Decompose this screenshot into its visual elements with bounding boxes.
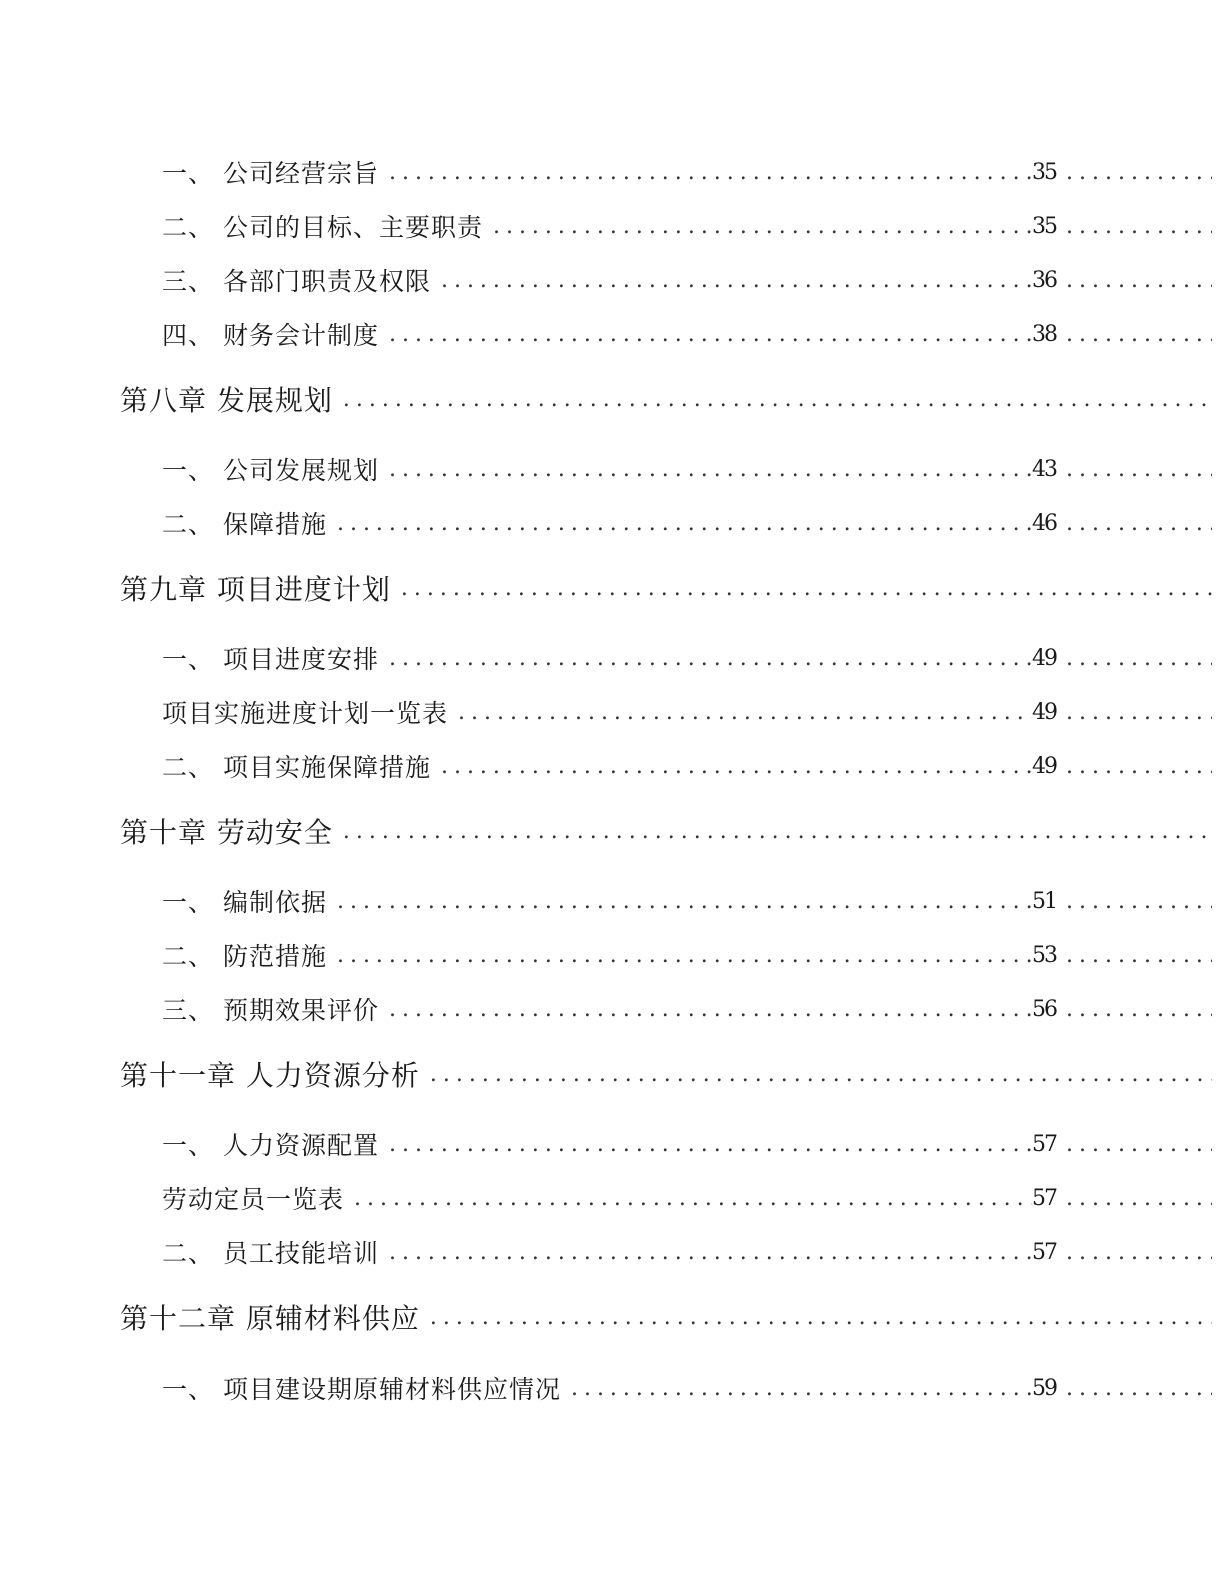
dot-leader — [1066, 1240, 1212, 1265]
dot-leader — [1066, 160, 1212, 185]
dot-leader — [337, 943, 1032, 968]
toc-entry-label: 一、 项目建设期原辅材料供应情况 — [162, 1375, 561, 1404]
toc-page-number: 36 — [1032, 267, 1056, 293]
dot-leader — [1066, 646, 1212, 671]
dot-leader — [1066, 511, 1212, 536]
dot-leader — [1066, 754, 1212, 779]
toc-entry[interactable] — [0, 317, 1212, 351]
toc-chapter-entry[interactable] — [0, 1300, 1212, 1334]
toc-page-number: 57 — [1032, 1239, 1056, 1265]
dot-leader — [389, 457, 1032, 482]
toc-page-number: 57 — [1032, 1185, 1056, 1211]
toc-entry-label: 三、 各部门职责及权限 — [162, 267, 431, 296]
toc-page-number: 49 — [1032, 699, 1056, 725]
toc-page-number: 49 — [1032, 753, 1056, 779]
toc-entry[interactable] — [0, 641, 1212, 675]
toc-chapter-entry[interactable] — [0, 814, 1212, 848]
toc-entry[interactable] — [0, 263, 1212, 297]
toc-entry-label: 三、 预期效果评价 — [162, 996, 379, 1025]
dot-leader — [1066, 1376, 1212, 1401]
dot-leader — [441, 268, 1032, 293]
dot-leader — [430, 1305, 1212, 1330]
toc-entry-label: 一、 人力资源配置 — [162, 1131, 379, 1160]
toc-entry-label: 劳动定员一览表 — [162, 1185, 345, 1214]
toc-entry[interactable] — [0, 209, 1212, 243]
dot-leader — [337, 889, 1032, 914]
toc-entry[interactable] — [0, 695, 1212, 729]
dot-leader — [1066, 322, 1212, 347]
toc-entry-label: 二、 项目实施保障措施 — [162, 753, 431, 782]
dot-leader — [389, 646, 1032, 671]
toc-chapter-label: 第十二章 原辅材料供应 — [120, 1302, 420, 1334]
toc-page-number: 43 — [1032, 456, 1056, 482]
toc-entry-label: 二、 公司的目标、主要职责 — [162, 213, 483, 242]
dot-leader — [1066, 1186, 1212, 1211]
dot-leader — [354, 1186, 1032, 1211]
dot-leader — [493, 214, 1032, 239]
toc-page-number: 35 — [1032, 159, 1056, 185]
toc-entry-label: 项目实施进度计划一览表 — [162, 699, 449, 728]
toc-entry-label: 四、 财务会计制度 — [162, 321, 379, 350]
dot-leader — [458, 700, 1032, 725]
dot-leader — [1066, 997, 1212, 1022]
toc-chapter-label: 第十一章 人力资源分析 — [120, 1059, 420, 1091]
toc-entry-label: 二、 防范措施 — [162, 942, 327, 971]
dot-leader — [1066, 889, 1212, 914]
toc-page-number: 46 — [1032, 510, 1056, 536]
dot-leader — [389, 997, 1032, 1022]
toc-entry[interactable] — [0, 506, 1212, 540]
toc-chapter-entry[interactable] — [0, 382, 1212, 416]
dot-leader — [337, 511, 1032, 536]
dot-leader — [389, 1132, 1032, 1157]
toc-chapter-label: 第九章 项目进度计划 — [120, 573, 391, 605]
toc-entry-label: 一、 编制依据 — [162, 888, 327, 917]
toc-page-number: 49 — [1032, 645, 1056, 671]
dot-leader — [401, 576, 1212, 601]
toc-entry[interactable] — [0, 1371, 1212, 1405]
dot-leader — [1066, 268, 1212, 293]
toc-page-number: 57 — [1032, 1131, 1056, 1157]
toc-entry-label: 一、 公司经营宗旨 — [162, 159, 379, 188]
toc-page-number: 59 — [1032, 1375, 1056, 1401]
toc-chapter-label: 第八章 发展规划 — [120, 384, 333, 416]
dot-leader — [571, 1376, 1032, 1401]
toc-page-number: 35 — [1032, 213, 1056, 239]
toc-page-number: 51 — [1032, 888, 1056, 914]
toc-entry-label: 二、 保障措施 — [162, 510, 327, 539]
toc-entry[interactable] — [0, 155, 1212, 189]
toc-entry[interactable] — [0, 938, 1212, 972]
toc-entry[interactable] — [0, 749, 1212, 783]
dot-leader — [1066, 1132, 1212, 1157]
toc-entry-label: 一、 公司发展规划 — [162, 456, 379, 485]
dot-leader — [343, 819, 1212, 844]
dot-leader — [1066, 943, 1212, 968]
toc-page-number: 53 — [1032, 942, 1056, 968]
toc-entry[interactable] — [0, 452, 1212, 486]
dot-leader — [1066, 700, 1212, 725]
toc-page-number: 38 — [1032, 321, 1056, 347]
dot-leader — [389, 322, 1032, 347]
toc-entry[interactable] — [0, 992, 1212, 1026]
dot-leader — [1066, 457, 1212, 482]
toc-entry-label: 一、 项目进度安排 — [162, 645, 379, 674]
dot-leader — [441, 754, 1032, 779]
toc-entry[interactable] — [0, 1181, 1212, 1215]
dot-leader — [343, 387, 1212, 412]
toc-entry-label: 二、 员工技能培训 — [162, 1239, 379, 1268]
toc-chapter-entry[interactable] — [0, 571, 1212, 605]
toc-entry[interactable] — [0, 1235, 1212, 1269]
toc-entry[interactable] — [0, 1127, 1212, 1161]
dot-leader — [389, 160, 1032, 185]
dot-leader — [1066, 214, 1212, 239]
toc-chapter-entry[interactable] — [0, 1057, 1212, 1091]
toc-entry[interactable] — [0, 884, 1212, 918]
dot-leader — [389, 1240, 1032, 1265]
dot-leader — [430, 1062, 1212, 1087]
toc-page-number: 56 — [1032, 996, 1056, 1022]
toc-chapter-label: 第十章 劳动安全 — [120, 816, 333, 848]
